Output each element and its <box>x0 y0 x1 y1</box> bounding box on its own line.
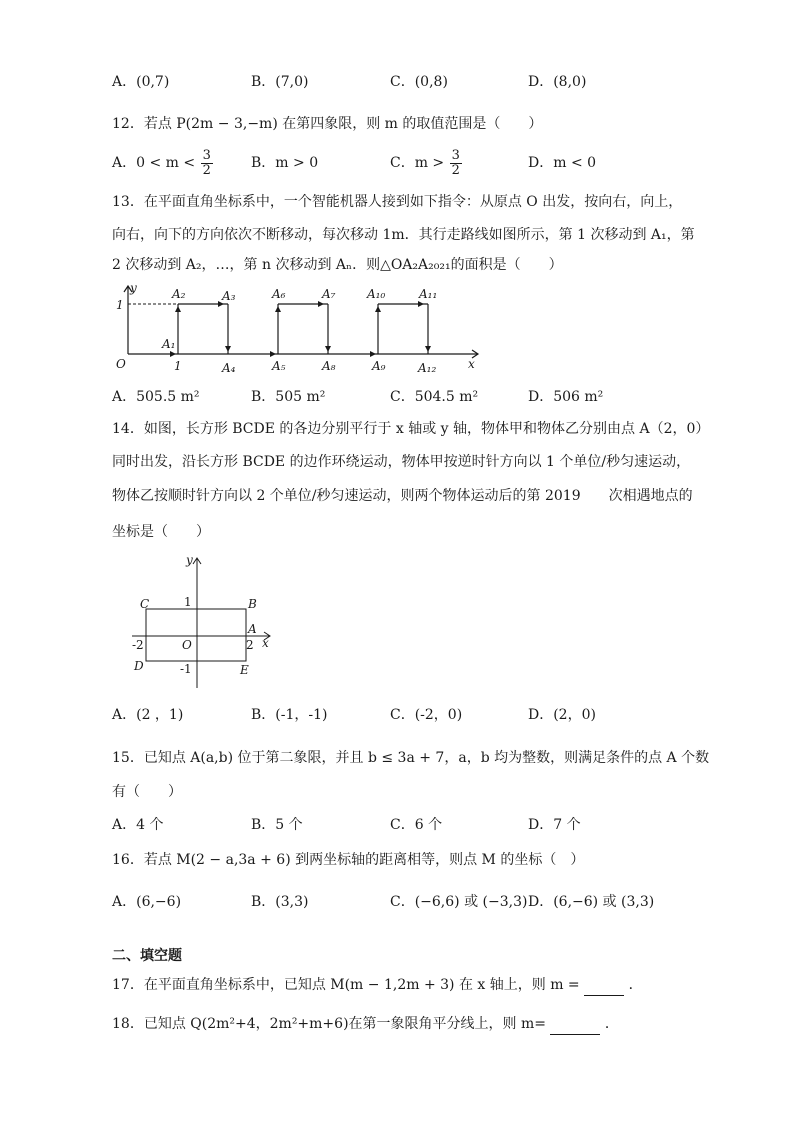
q15-option-d[interactable]: D．7 个 <box>528 817 581 833</box>
fig14-label-x: x <box>262 636 269 650</box>
fig13-label-O: O <box>116 357 126 371</box>
q17-text: 17．在平面直角坐标系中，已知点 M(m − 1,2m + 3) 在 x 轴上，则 m = <box>112 977 580 993</box>
q13-line-1: 13．在平面直角坐标系中，一个智能机器人接到如下指令：从原点 O 出发，按向右，向上， <box>112 194 683 210</box>
q16-option-d[interactable]: D．(6,−6) 或 (3,3) <box>528 894 655 910</box>
q15-line-2: 有（ ） <box>112 784 182 800</box>
q11-option-d[interactable]: D．(8,0) <box>528 74 587 90</box>
rectangle-bcde <box>146 609 246 661</box>
q14-options <box>112 700 692 730</box>
q12-option-a-text: A．0 < m < <box>112 155 196 171</box>
q13-option-b[interactable]: B．505 m² <box>251 389 326 405</box>
q17-answer-blank[interactable] <box>584 975 624 996</box>
q12-option-b[interactable]: B．m > 0 <box>251 155 319 171</box>
q18-text: 18．已知点 Q(2m²+4，2m²+m+6)在第一象限角平分线上，则 m= <box>112 1016 546 1032</box>
fig13-label-y: y <box>130 281 137 295</box>
fraction-numerator: 3 <box>202 147 211 163</box>
fig13-label-A1: A₁ <box>162 337 176 351</box>
q12-option-d[interactable]: D．m < 0 <box>528 155 597 171</box>
fig13-label-A10: A₁₀ <box>367 287 386 301</box>
q17-end: ． <box>628 977 643 993</box>
fig13-label-A3: A₃ <box>222 289 236 303</box>
fig14-label-D: D <box>134 659 144 673</box>
fig13-label-A11: A₁₁ <box>419 287 438 301</box>
q14-option-b[interactable]: B．(-1，-1) <box>251 707 328 723</box>
fig14-label-A: A <box>248 622 257 636</box>
robot-path <box>178 304 428 354</box>
q13-line-2: 向右，向下的方向依次不断移动，每次移动 1m．其行走路线如图所示，第 1 次移动到 A₁，第 <box>112 227 695 243</box>
q11-option-b[interactable]: B．(7,0) <box>251 74 309 90</box>
fig14-label-B: B <box>248 597 257 611</box>
q11-options <box>112 67 692 97</box>
fig13-label-x: x <box>468 357 475 371</box>
q16-stem: 16．若点 M(2 − a,3a + 6) 到两坐标轴的距离相等，则点 M 的坐标（ ） <box>112 852 585 868</box>
q12-option-c-text: C．m > <box>390 155 445 171</box>
fig14-label-E: E <box>240 663 249 677</box>
q12-options <box>112 146 692 180</box>
q16-option-c[interactable]: C．(−6,6) 或 (−3,3) <box>390 894 528 910</box>
q14-figure <box>128 552 288 692</box>
q12-option-c[interactable] <box>390 146 463 180</box>
fig14-label-O: O <box>182 638 192 652</box>
q12-option-c-fraction <box>450 149 462 178</box>
q15-line-1: 15．已知点 A(a,b) 位于第二象限，并且 b ≤ 3a + 7，a，b 均为整数，则满足条件的点 A 个数 <box>112 750 710 766</box>
fraction-denominator: 2 <box>202 162 211 178</box>
q12-option-a[interactable] <box>112 146 214 180</box>
q15-option-c[interactable]: C．6 个 <box>390 817 443 833</box>
fig13-label-A12: A₁₂ <box>418 361 437 375</box>
fig14-label-neg1: -1 <box>180 662 192 676</box>
q12-option-a-fraction <box>201 149 213 178</box>
q14-line-2: 同时出发，沿长方形 BCDE 的边作环绕运动，物体甲按逆时针方向以 1 个单位/秒匀速运动， <box>112 454 691 470</box>
robot-path-arrows <box>170 301 431 357</box>
q11-option-a[interactable]: A．(0,7) <box>112 74 170 90</box>
fig13-label-A2: A₂ <box>172 287 186 301</box>
q14-option-d[interactable]: D．(2，0) <box>528 707 596 723</box>
q15-option-b[interactable]: B．5 个 <box>251 817 303 833</box>
fig13-label-A9: A₉ <box>372 359 386 373</box>
q18-line <box>112 1014 619 1035</box>
q14-option-a[interactable]: A．(2 ，1) <box>112 707 184 723</box>
fig13-label-1x: 1 <box>174 359 182 373</box>
q15-options <box>112 810 692 840</box>
q17-line <box>112 975 643 996</box>
q16-option-b[interactable]: B．(3,3) <box>251 894 309 910</box>
fig14-label-neg2: -2 <box>132 638 144 652</box>
q18-end: ． <box>604 1016 619 1032</box>
q16-options <box>112 887 692 917</box>
fig13-label-A4: A₄ <box>222 361 236 375</box>
fig14-label-y: y <box>186 553 193 567</box>
fig14-label-2: 2 <box>246 638 254 652</box>
q13-options <box>112 382 692 412</box>
q11-option-c[interactable]: C．(0,8) <box>390 74 448 90</box>
q13-option-d[interactable]: D．506 m² <box>528 389 604 405</box>
q13-line-3: 2 次移动到 A₂，…，第 n 次移动到 Aₙ．则△OA₂A₂₀₂₁的面积是（ ） <box>112 257 563 273</box>
fig14-label-C: C <box>140 597 150 611</box>
fig14-label-1: 1 <box>184 595 192 609</box>
q14-line-3: 物体乙按顺时针方向以 2 个单位/秒匀速运动，则两个物体运动后的第 2019 次相遇地点的 <box>112 488 693 504</box>
fig13-label-A6: A₆ <box>272 287 286 301</box>
q13-option-a[interactable]: A．505.5 m² <box>112 389 200 405</box>
fraction-numerator: 3 <box>451 147 460 163</box>
q15-option-a[interactable]: A．4 个 <box>112 817 164 833</box>
q12-stem: 12．若点 P(2m − 3,−m) 在第四象限，则 m 的取值范围是（ ） <box>112 116 543 132</box>
q14-line-4: 坐标是（ ） <box>112 524 210 540</box>
q14-option-c[interactable]: C．(-2，0) <box>390 707 463 723</box>
fraction-denominator: 2 <box>451 162 460 178</box>
q16-option-a[interactable]: A．(6,−6) <box>112 894 182 910</box>
fig13-label-A8: A₈ <box>322 359 336 373</box>
q13-figure <box>110 280 490 380</box>
q13-option-c[interactable]: C．504.5 m² <box>390 389 479 405</box>
q14-line-1: 14．如图，长方形 BCDE 的各边分别平行于 x 轴或 y 轴，物体甲和物体乙分别由点 A（2，0） <box>112 421 710 437</box>
q18-answer-blank[interactable] <box>550 1014 600 1035</box>
fig13-label-A5: A₅ <box>272 359 286 373</box>
section-title: 二、填空题 <box>112 948 182 964</box>
fig13-label-1: 1 <box>116 298 124 312</box>
fig13-label-A7: A₇ <box>322 287 336 301</box>
